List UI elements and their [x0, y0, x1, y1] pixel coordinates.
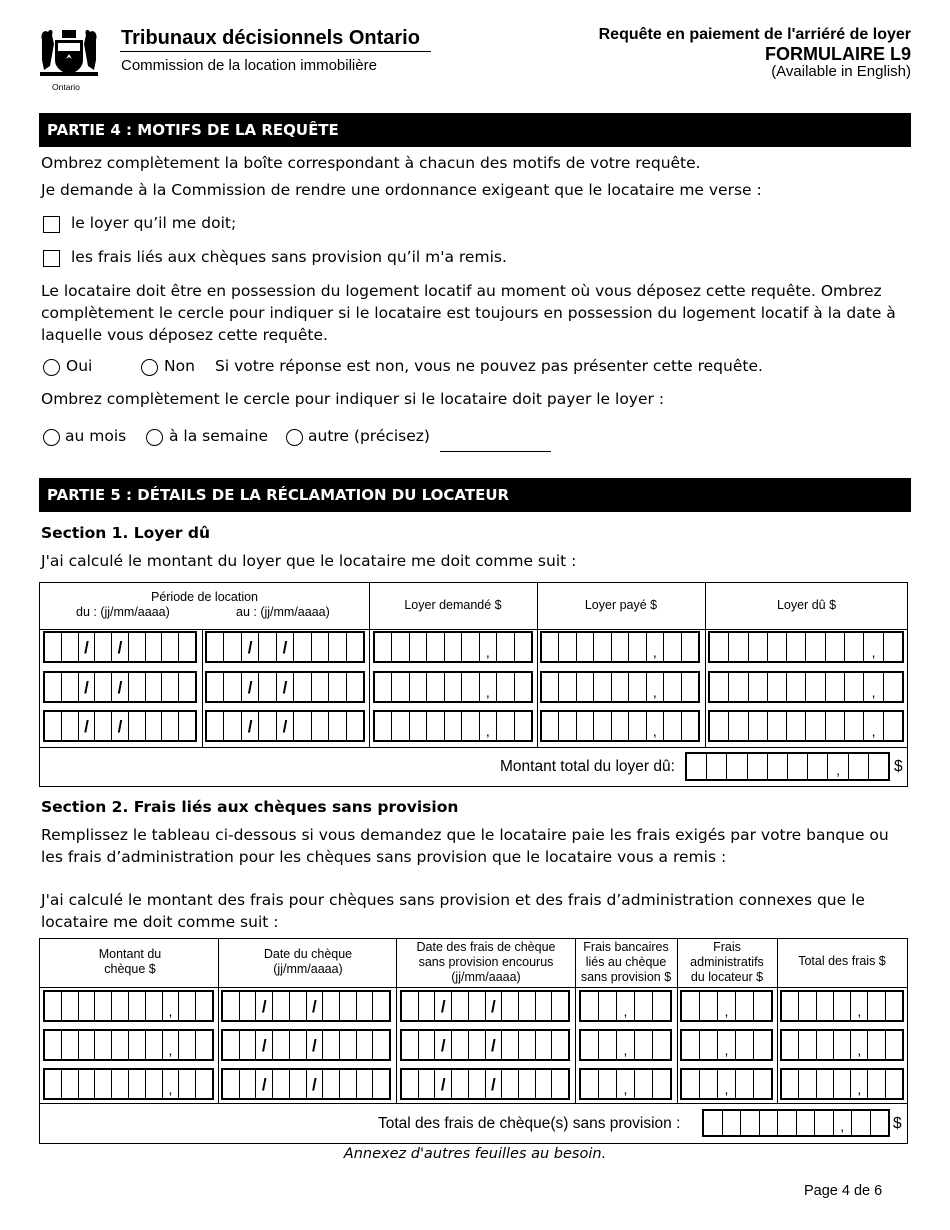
rent-charged-field[interactable]: ,: [373, 631, 533, 663]
rent-total-dollar: $: [894, 758, 903, 775]
form-number: FORMULAIRE L9: [765, 44, 911, 64]
cheque-date-field[interactable]: / /: [221, 990, 391, 1022]
cheque-date-field[interactable]: / /: [221, 1068, 391, 1100]
bank-charges-field[interactable]: ,: [579, 1029, 672, 1061]
rent-charged-header: Loyer demandé $: [404, 598, 502, 612]
attach-sheets-note: Annexez d'autres feuilles au besoin.: [343, 1146, 607, 1162]
part4-instruction-1: Ombrez complètement la boîte correspondant à chacun des motifs de votre requête.: [41, 154, 701, 172]
nsf-charges-checkbox[interactable]: [43, 250, 60, 267]
section2-title: Section 2. Frais liés aux chèques sans provision: [41, 798, 459, 816]
cheque-amount-field[interactable]: ,: [43, 1029, 214, 1061]
available-in-english: (Available in English): [771, 63, 911, 80]
org-name: Tribunaux décisionnels Ontario: [121, 27, 420, 49]
rent-paid-field[interactable]: ,: [540, 710, 700, 742]
other-label: autre (précisez): [308, 427, 430, 445]
possession-yes-label: Oui: [66, 357, 93, 375]
admin-charges-field[interactable]: ,: [680, 990, 773, 1022]
rent-charged-field[interactable]: ,: [373, 671, 533, 703]
rent-total-label: Montant total du loyer dû:: [500, 758, 675, 775]
rent-owed-checkbox[interactable]: [43, 216, 60, 233]
possession-paragraph: Le locataire doit être en possession du logement locatif au moment où vous déposez cette requête. Ombrez complètement le cercle pour indiquer si le locataire est toujours en possession du logement locatif à la date à laquelle vous déposez cette requête.: [41, 282, 896, 344]
nsf-date-field[interactable]: / /: [400, 990, 570, 1022]
cheque-amount-field[interactable]: ,: [43, 990, 214, 1022]
possession-no-label: Non: [164, 357, 195, 375]
part4-instruction-2: Je demande à la Commission de rendre une ordonnance exigeant que le locataire me verse :: [41, 181, 762, 199]
rent-owing-field[interactable]: ,: [708, 631, 904, 663]
weekly-radio[interactable]: [146, 429, 163, 446]
nsf-total-field[interactable]: ,: [702, 1109, 890, 1137]
header-rule: [120, 51, 431, 52]
to-date-header: au : (jj/mm/aaaa): [236, 605, 330, 619]
section2-paragraph-1: Remplissez le tableau ci-dessous si vous demandez que le locataire paie les frais exigés par votre banque ou les frais d’administration pour les chèques sans provision que le locataire vous a remis :: [41, 826, 889, 866]
total-charges-field[interactable]: ,: [780, 990, 904, 1022]
bank-charges-field[interactable]: ,: [579, 1068, 672, 1100]
nsf-date-field[interactable]: / /: [400, 1029, 570, 1061]
rent-paid-header: Loyer payé $: [584, 598, 658, 612]
weekly-label: à la semaine: [169, 427, 269, 445]
other-specify-field[interactable]: [440, 451, 551, 452]
rent-period-question: Ombrez complètement le cercle pour indiquer si le locataire doit payer le loyer :: [41, 390, 665, 408]
nsf-date-header: Date des frais de chèque sans provision encourus (jj/mm/aaaa): [416, 940, 556, 984]
rent-owed-label: le loyer qu’il me doit;: [71, 214, 237, 232]
org-subtitle: Commission de la location immobilière: [121, 57, 377, 74]
from-date-header: du : (jj/mm/aaaa): [76, 605, 170, 619]
page-number: Page 4 de 6: [804, 1183, 883, 1199]
cheque-amount-field[interactable]: ,: [43, 1068, 214, 1100]
total-charges-field[interactable]: ,: [780, 1029, 904, 1061]
cheque-date-header: Date du chèque (jj/mm/aaaa): [263, 947, 353, 976]
section1-intro: J'ai calculé le montant du loyer que le locataire me doit comme suit :: [41, 552, 577, 570]
admin-charges-field[interactable]: ,: [680, 1029, 773, 1061]
cheque-date-field[interactable]: / /: [221, 1029, 391, 1061]
logo-caption: Ontario: [52, 82, 80, 92]
rent-owing-header: Loyer dû $: [776, 598, 837, 612]
rent-to-date-field[interactable]: / /: [205, 671, 365, 703]
rent-paid-field[interactable]: ,: [540, 631, 700, 663]
bank-charges-field[interactable]: ,: [579, 990, 672, 1022]
possession-yes-radio[interactable]: [43, 359, 60, 376]
form-title: Requête en paiement de l'arriéré de loyer: [598, 26, 911, 43]
rent-paid-field[interactable]: ,: [540, 671, 700, 703]
section1-title: Section 1. Loyer dû: [41, 524, 211, 542]
monthly-radio[interactable]: [43, 429, 60, 446]
rent-total-field[interactable]: ,: [685, 752, 890, 781]
rent-from-date-field[interactable]: / /: [43, 710, 197, 742]
rent-charged-field[interactable]: ,: [373, 710, 533, 742]
total-charges-field[interactable]: ,: [780, 1068, 904, 1100]
possession-no-radio[interactable]: [141, 359, 158, 376]
nsf-date-field[interactable]: / /: [400, 1068, 570, 1100]
bank-charges-header: Frais bancaires liés au chèque sans provision $: [580, 940, 672, 984]
cheque-amount-header: Montant du chèque $: [98, 947, 162, 976]
rent-to-date-field[interactable]: / /: [205, 631, 365, 663]
other-radio[interactable]: [286, 429, 303, 446]
rent-owing-field[interactable]: ,: [708, 671, 904, 703]
ontario-coat-of-arms-logo: [36, 26, 102, 92]
rent-from-date-field[interactable]: / /: [43, 671, 197, 703]
monthly-label: au mois: [65, 427, 127, 445]
part4-header: PARTIE 4 : MOTIFS DE LA REQUÊTE: [39, 113, 911, 147]
section2-paragraph-2: J'ai calculé le montant des frais pour chèques sans provision et des frais d’administration connexes que le locataire me doit comme suit :: [41, 891, 865, 931]
rent-owing-field[interactable]: ,: [708, 710, 904, 742]
total-charges-header: Total des frais $: [798, 954, 886, 968]
admin-charges-header: Frais administratifs du locateur $: [690, 940, 764, 984]
admin-charges-field[interactable]: ,: [680, 1068, 773, 1100]
nsf-total-label: Total des frais de chèque(s) sans provision :: [378, 1115, 681, 1132]
nsf-total-dollar: $: [893, 1115, 902, 1132]
rent-to-date-field[interactable]: / /: [205, 710, 365, 742]
part5-header: PARTIE 5 : DÉTAILS DE LA RÉCLAMATION DU LOCATEUR: [39, 478, 911, 512]
nsf-charges-label: les frais liés aux chèques sans provision qu’il m'a remis.: [71, 248, 507, 266]
rent-from-date-field[interactable]: / /: [43, 631, 197, 663]
rental-period-header: Période de location: [150, 590, 259, 604]
possession-no-note: Si votre réponse est non, vous ne pouvez pas présenter cette requête.: [215, 357, 763, 375]
